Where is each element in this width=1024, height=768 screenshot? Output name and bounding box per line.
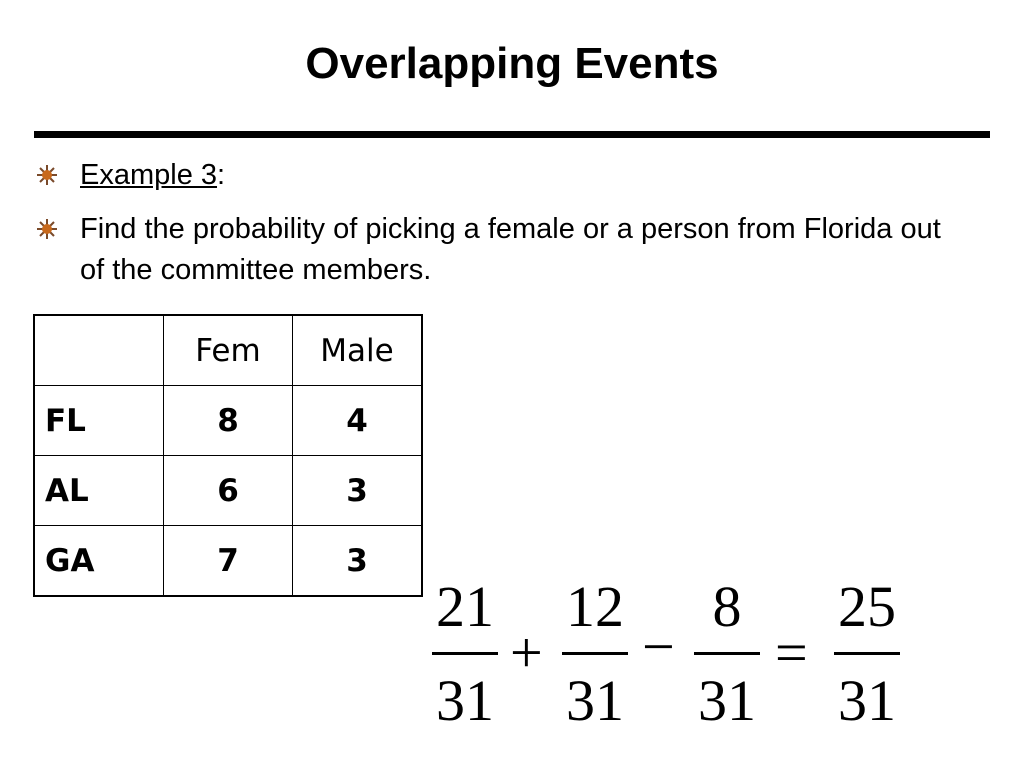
denominator: 31 (698, 668, 756, 733)
fraction-bar (694, 652, 760, 655)
table-row (34, 386, 422, 456)
denominator: 31 (838, 668, 896, 733)
fraction-bar (834, 652, 900, 655)
numerator: 21 (436, 574, 494, 639)
row-label: AL (34, 456, 164, 526)
example-suffix: : (217, 159, 226, 191)
column-header: Fem (164, 315, 293, 386)
denominator: 31 (436, 668, 494, 733)
row-label: FL (34, 386, 164, 456)
numerator: 8 (712, 574, 742, 639)
question-text: Find the probability of picking a female or a person from Florida out of the committee members. (80, 213, 941, 286)
numerator: 12 (566, 574, 624, 639)
example-label: Example 3 (80, 159, 218, 191)
table-corner-cell (34, 315, 164, 386)
table-cell: 4 (293, 386, 423, 456)
slide-title: Overlapping Events (305, 39, 719, 88)
title-divider (34, 131, 990, 138)
table-cell: 7 (164, 526, 293, 597)
starburst-bullet-icon (36, 164, 58, 186)
table-row (34, 456, 422, 526)
equals-operator: = (775, 620, 808, 685)
table-cell: 3 (293, 526, 423, 597)
denominator: 31 (566, 668, 624, 733)
committee-table (33, 314, 423, 597)
bullet-item-example (80, 155, 225, 196)
table-cell: 6 (164, 456, 293, 526)
probability-equation (420, 572, 920, 742)
row-label: GA (34, 526, 164, 597)
table-cell: 8 (164, 386, 293, 456)
table-cell: 3 (293, 456, 423, 526)
fraction-bar (562, 652, 628, 655)
plus-operator: + (510, 620, 543, 685)
table-row (34, 526, 422, 597)
minus-operator: − (642, 614, 675, 679)
fraction-bar (432, 652, 498, 655)
bullet-item-question (80, 209, 960, 291)
column-header: Male (293, 315, 423, 386)
starburst-bullet-icon (36, 218, 58, 240)
numerator: 25 (838, 574, 896, 639)
table-header-row (34, 315, 422, 386)
